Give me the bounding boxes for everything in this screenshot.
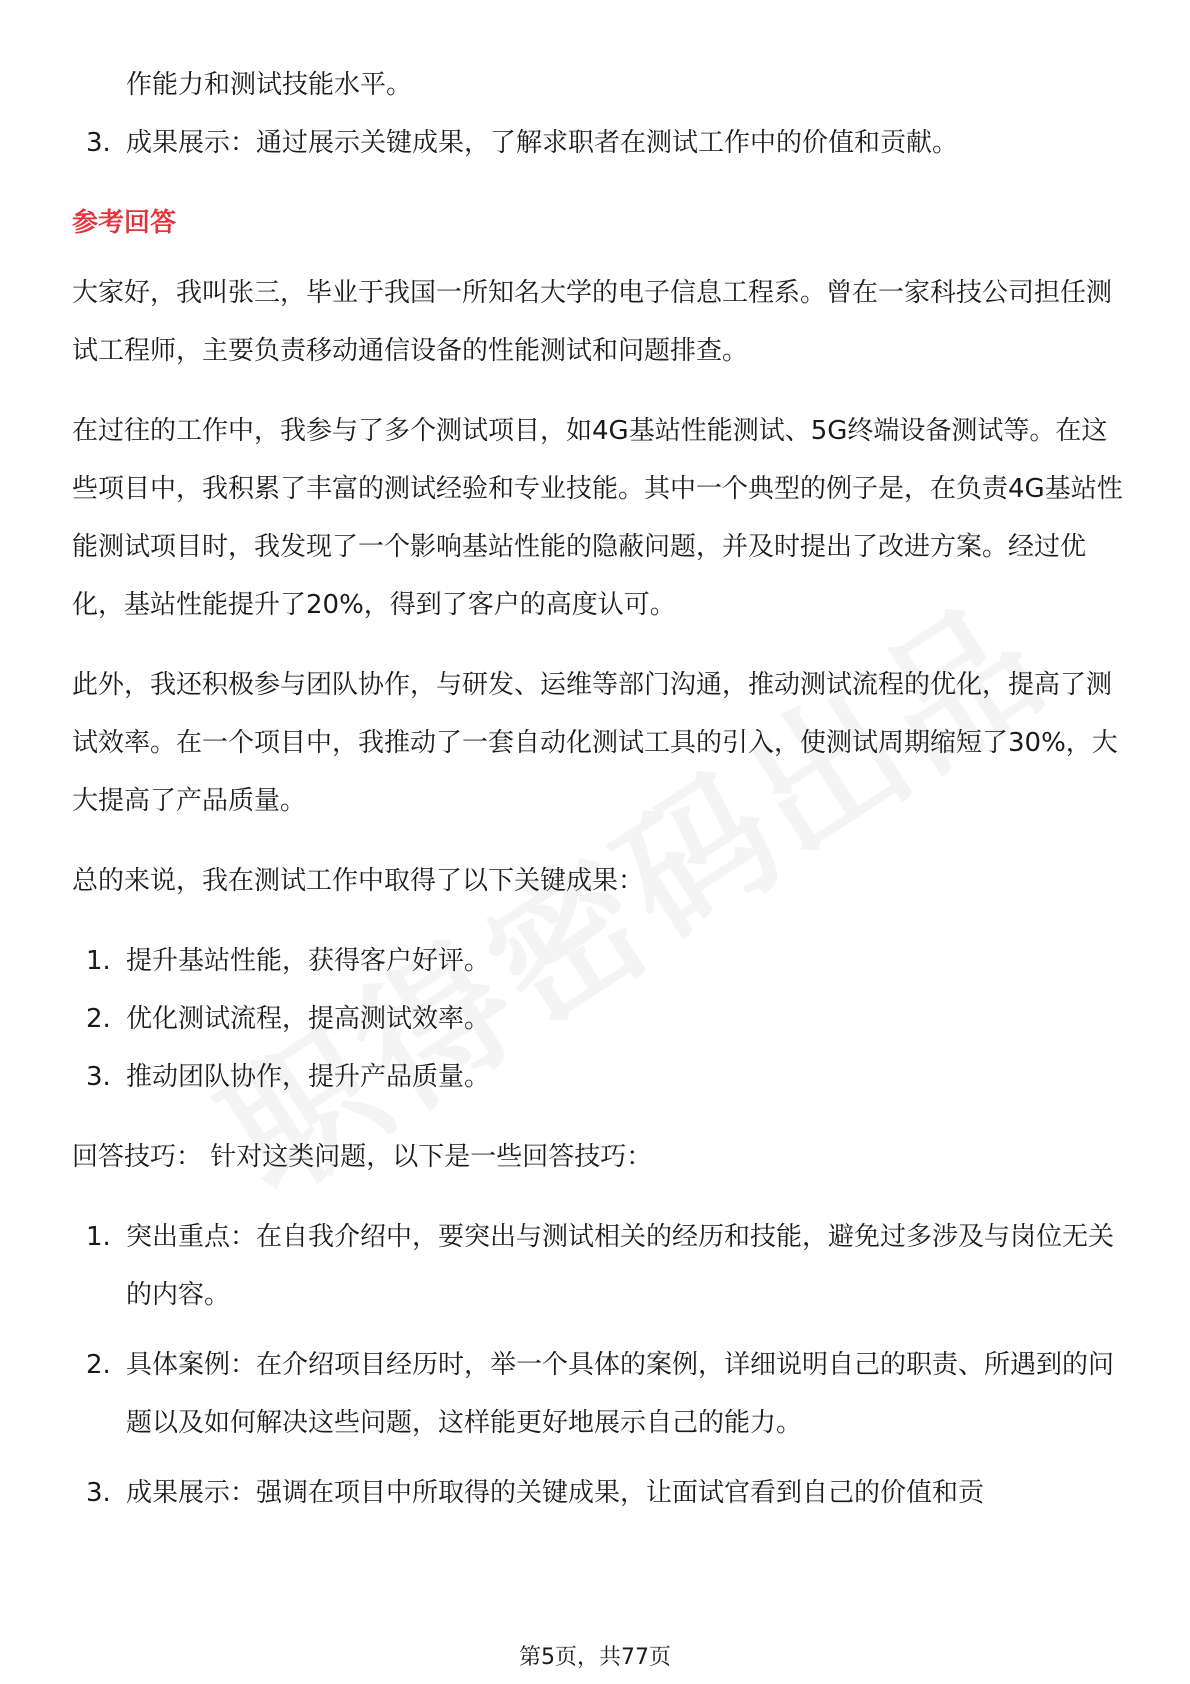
list-text: 优化测试流程，提高测试效率。 — [126, 1004, 491, 1034]
tips-intro: 回答技巧： 针对这类问题，以下是一些回答技巧： — [72, 1142, 653, 1172]
list-text: 成果展示：强调在项目中所取得的关键成果，让面试官看到自己的价值和贡 — [126, 1478, 985, 1508]
paragraph: 总的来说，我在测试工作中取得了以下关键成果： — [72, 866, 645, 896]
list-number: 1. — [86, 946, 111, 976]
list-number: 2. — [86, 1004, 111, 1034]
list-text: 成果展示：通过展示关键成果，了解求职者在测试工作中的价值和贡献。 — [126, 128, 959, 158]
list-number: 2. — [86, 1350, 111, 1380]
page-number: 第5页，共77页 — [519, 1645, 671, 1670]
list-item — [72, 1048, 1132, 1106]
list-item — [72, 1464, 1132, 1522]
paragraph: 在过往的工作中，我参与了多个测试项目，如4G基站性能测试、5G终端设备测试等。在这些项目中，我积累了丰富的测试经验和专业技能。其中一个典型的例子是，在负责4G基站性能测试项目时，我发现了一个影响基站性能的隐蔽问题，并及时提出了改进方案。经过优化，基站性能提升了20%，得到了客户的高度认可。 — [72, 416, 1123, 620]
paragraph: 大家好，我叫张三，毕业于我国一所知名大学的电子信息工程系。曾在一家科技公司担任测试工程师，主要负责移动通信设备的性能测试和问题排查。 — [72, 278, 1113, 366]
list-number: 3. — [86, 1062, 111, 1092]
list-text: 推动团队协作，提升产品质量。 — [126, 1062, 491, 1092]
list-text: 提升基站性能，获得客户好评。 — [126, 946, 491, 976]
continued-line: 作能力和测试技能水平。 — [126, 70, 413, 100]
list-item — [72, 1336, 1132, 1452]
list-item — [72, 1208, 1132, 1324]
paragraph: 此外，我还积极参与团队协作，与研发、运维等部门沟通，推动测试流程的优化，提高了测试效率。在一个项目中，我推动了一套自动化测试工具的引入，使测试周期缩短了30%，大大提高了产品质量。 — [72, 670, 1118, 816]
list-number: 3. — [86, 1478, 111, 1508]
list-item — [72, 932, 1132, 990]
list-text: 突出重点：在自我介绍中，要突出与测试相关的经历和技能，避免过多涉及与岗位无关的内容。 — [126, 1222, 1115, 1310]
list-item — [72, 114, 1132, 172]
list-text: 具体案例：在介绍项目经历时，举一个具体的案例，详细说明自己的职责、所遇到的问题以及如何解决这些问题，这样能更好地展示自己的能力。 — [126, 1350, 1115, 1438]
section-heading: 参考回答 — [72, 208, 177, 238]
list-item — [72, 990, 1132, 1048]
list-number: 3. — [86, 128, 111, 158]
list-number: 1. — [86, 1222, 111, 1252]
page-content — [72, 56, 1132, 1522]
